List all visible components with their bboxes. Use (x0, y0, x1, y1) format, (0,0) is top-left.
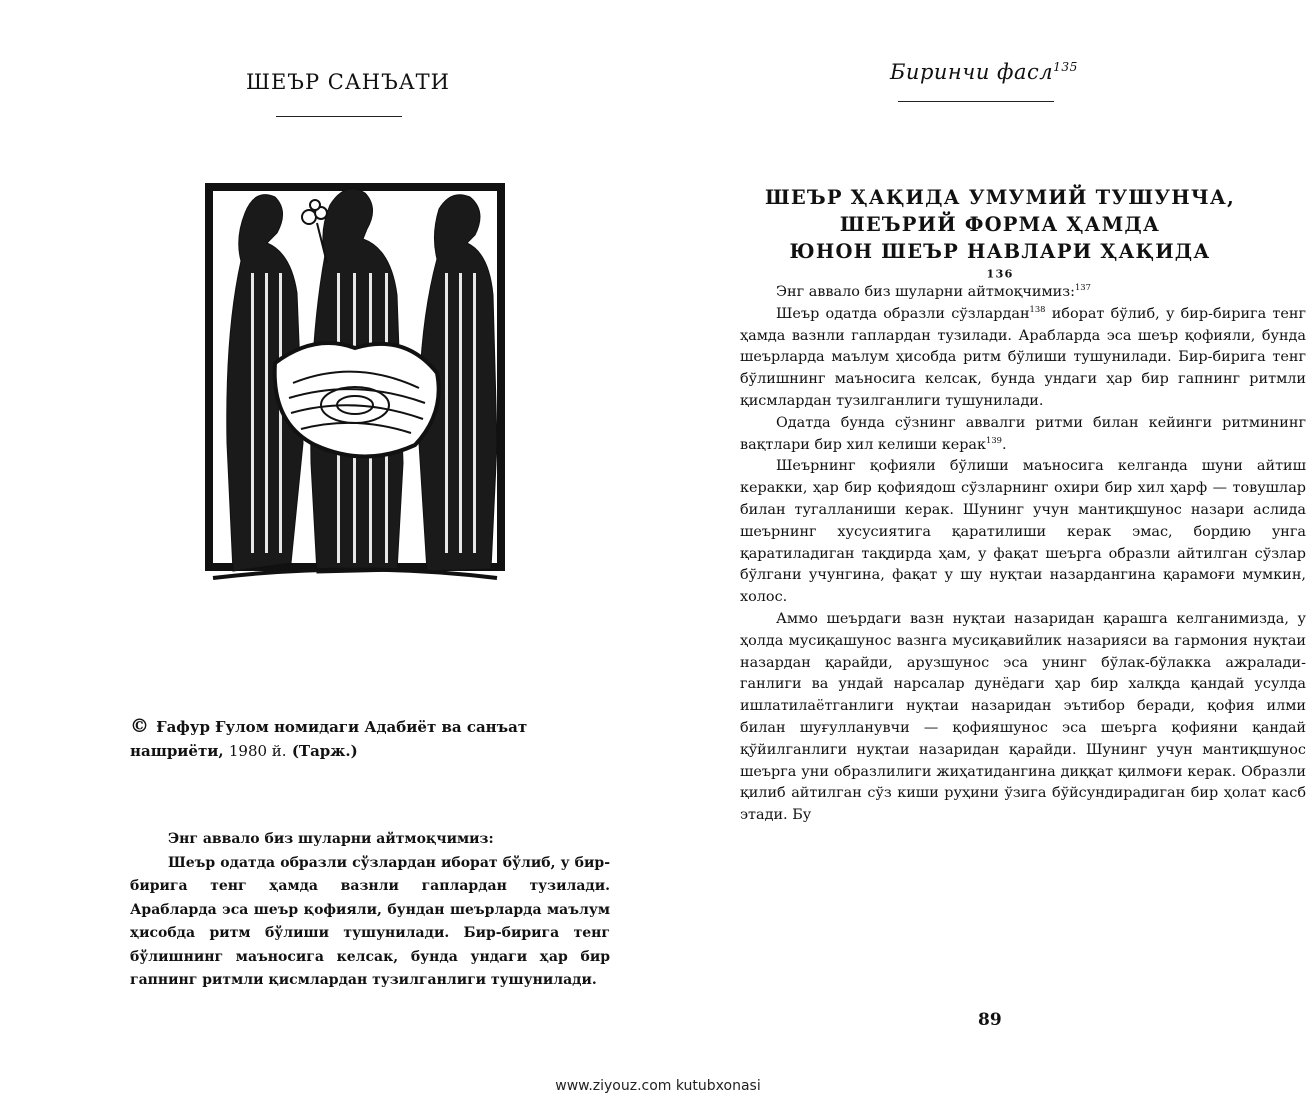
running-head-footnote: 135 (1053, 60, 1078, 74)
copyright-publisher: Ғафур Ғулом номидаги Адабиёт ва санъат нашриёти, (130, 718, 528, 760)
running-head-text: Биринчи фасл (890, 60, 1054, 84)
body-intro-text: Энг аввало биз шуларни айтмоқчимиз: (776, 284, 1075, 300)
running-head-right (890, 60, 1078, 84)
body-intro (740, 282, 1306, 304)
copyright-translation-note: (Тарж.) (291, 742, 358, 760)
chapter-title-line-1: ШЕЪР ҲАҚИДА УМУМИЙ ТУШУНЧА, (764, 186, 1235, 209)
body-paragraph-1 (740, 304, 1306, 413)
copyright-notice (130, 714, 600, 763)
body-paragraph-2: Одатда бунда сўзнинг аввалги ритми билан кейинги ритмининг вақтлари бир хил келиши керак$^{139}$. (740, 414, 1306, 453)
excerpt-paragraph: Шеър одатда образли сўзлардан иборат бўлиб, у бир-бирига тенг ҳамда вазнли гаплардан тузилади. Арабларда эса шеър қофияли, бундан шеърларда маълум ҳисобда ритм бўлиши тушунилади. Бир-бирига тенг бўлишнинг маъносига келсак, бунда ундаги ҳар бир гапнинг ритмли қисмлардан тузилганлиги тушунилади. (130, 854, 610, 988)
chapter-title (740, 184, 1260, 292)
p1-text-b: иборат бўлиб, у бир-бирига тенг ҳамда вазнли гаплардан тузилади. Арабларда эса шеър қофияли, бунда шеърларда маълум ҳисобда ритм бўлиши тушунилади. Бир-бирига тенг бўлишнинг маъносига келсак, бунда ундаги ҳар бир гапнинг ритмли қисмлардан тузилганлиги тушунилади. (740, 305, 1306, 409)
right-page (660, 0, 1316, 1109)
body-intro-footnote: 137 (1074, 282, 1091, 293)
body-text (740, 282, 1306, 827)
running-head-left: ШЕЪР САНЪАТИ (246, 70, 450, 94)
excerpt-intro: Энг аввало биз шуларни айтмоқчимиз: (168, 831, 494, 847)
running-head-rule-left (276, 116, 402, 117)
p2-footnote: 139 (986, 434, 1002, 445)
chapter-title-footnote: 136 (986, 266, 1014, 281)
body-paragraph-3: Шеърнинг қофияли бўлиши маъносига келганда шуни айтиш керакки, ҳар бир қофиядош сўзларнинг охири бир хил ҳарф — товушлар билан тугалланиши керак. Шунинг учун мантиқшунос назари аслида шеърнинг хусусиятига қаратилиши керак эмас, бордию унга қаратиладиган тақдирда ҳам, у фақат шеърга образли айтилган сўзлар бўлгани учунгина, фақат у шу нуқтаи назардангина қарамоғи мумкин, холос. (740, 458, 1306, 606)
p1-footnote: 138 (1029, 304, 1046, 314)
copyright-symbol: © (130, 715, 149, 737)
p1-text-a: Шеър одатда образли сўзлардан (776, 305, 1030, 322)
copyright-year: 1980 й. (228, 742, 287, 760)
footer-watermark: www.ziyouz.com kutubxonasi (555, 1078, 761, 1094)
chapter-title-line-2: ШЕЪРИЙ ФОРМА ҲАМДА (839, 213, 1161, 236)
running-head-rule-right (898, 101, 1054, 102)
p2-text: Одатда бунда сўзнинг аввалги ритми билан кейинги ритмининг вақтлари бир хил келиши керак (740, 414, 1306, 453)
page-number: 89 (978, 1010, 1002, 1030)
chapter-title-line-3-text: ЮНОН ШЕЪР НАВЛАРИ ҲАҚИДА (789, 240, 1211, 263)
original-text-excerpt (130, 828, 610, 993)
woodcut-illustration (205, 183, 505, 596)
body-paragraph-4: Аммо шеърдаги вазн нуқтаи назаридан қарашга келганимизда, у ҳолда мусиқашунос вазнга мусиқавийлик назарияси ва гармония нуқтаи назардан қарайди, арузшунос эса унинг бўлак-бўлакка ажралади-ганлиги ва ундай нарсалар дунёдаги ҳар бир халқда қандай усулда ишлатилаётганлиги нуқтаи назаридан эътибор беради, қофия илми билан шуғулланувчи — қофияшунос эса шеърга қофияни қандай қўйилганлиги нуқтаи назаридан қарайди. Шунинг учун мантиқшунос шеърга уни образлилиги жиҳатидангина диққат қилмоғи керак. Образли қилиб айтилган сўз киши руҳини ўзига бўйсундирадиган бир ҳолат касб этади. Бу (740, 610, 1306, 824)
